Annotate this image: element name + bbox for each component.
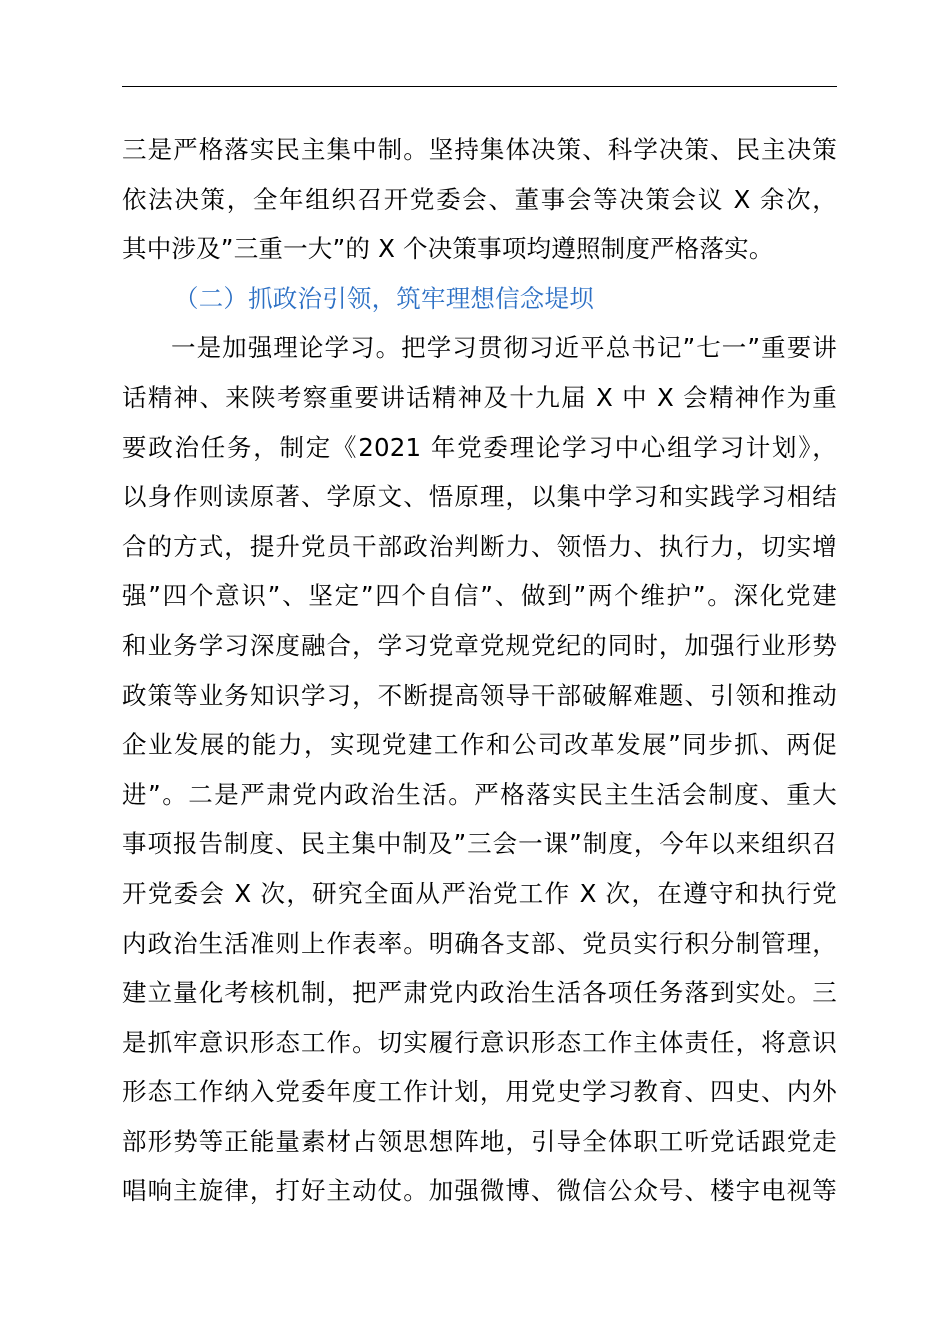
paragraph-line: 形态工作纳入党委年度工作计划，用党史学习教育、四史、内外 [122, 1077, 837, 1107]
section-heading: （二）抓政治引领，筑牢理想信念堤坝 [174, 283, 594, 313]
paragraph-line: 以身作则读原著、学原文、悟原理，以集中学习和实践学习相结 [122, 482, 837, 512]
paragraph-line: 三是严格落实民主集中制。坚持集体决策、科学决策、民主决策 [122, 135, 837, 164]
paragraph-line: 部形势等正能量素材占领思想阵地，引导全体职工听党话跟党走 [122, 1126, 837, 1156]
paragraph-line: 依法决策，全年组织召开党委会、董事会等决策会议 X 余次， [122, 184, 837, 214]
paragraph-line: 政策等业务知识学习，不断提高领导干部破解难题、引领和推动 [122, 680, 837, 710]
paragraph-line: 和业务学习深度融合，学习党章党规党纪的同时，加强行业形势 [122, 630, 837, 660]
paragraph-line: 是抓牢意识形态工作。切实履行意识形态工作主体责任，将意识 [122, 1027, 837, 1057]
header-rule [122, 86, 837, 87]
paragraph-line: 开党委会 X 次，研究全面从严治党工作 X 次，在遵守和执行党 [122, 878, 837, 908]
paragraph-line: 话精神、来陕考察重要讲话精神及十九届 X 中 X 会精神作为重 [122, 382, 837, 412]
paragraph-line: 强”四个意识”、坚定”四个自信”、做到”两个维护”。深化党建 [122, 581, 837, 611]
body-text [122, 125, 837, 1216]
paragraph-line: 唱响主旋律，打好主动仗。加强微博、微信公众号、楼宇电视等 [122, 1176, 837, 1206]
paragraph-line: 进”。二是严肃党内政治生活。严格落实民主生活会制度、重大 [122, 779, 837, 809]
paragraph-line: 其中涉及”三重一大”的 X 个决策事项均遵照制度严格落实。 [122, 234, 774, 264]
paragraph-line: 要政治任务，制定《2021 年党委理论学习中心组学习计划》， [122, 432, 837, 462]
paragraph-line: 事项报告制度、民主集中制及”三会一课”制度，今年以来组织召 [122, 829, 837, 859]
paragraph-line: 建立量化考核机制，把严肃党内政治生活各项任务落到实处。三 [122, 978, 837, 1008]
paragraph-line: 一是加强理论学习。把学习贯彻习近平总书记”七一”重要讲 [171, 333, 837, 363]
paragraph-line: 合的方式，提升党员干部政治判断力、领悟力、执行力，切实增 [122, 531, 837, 561]
paragraph-line: 内政治生活准则上作表率。明确各支部、党员实行积分制管理， [122, 928, 837, 958]
paragraph-line: 企业发展的能力，实现党建工作和公司改革发展”同步抓、两促 [122, 730, 837, 760]
